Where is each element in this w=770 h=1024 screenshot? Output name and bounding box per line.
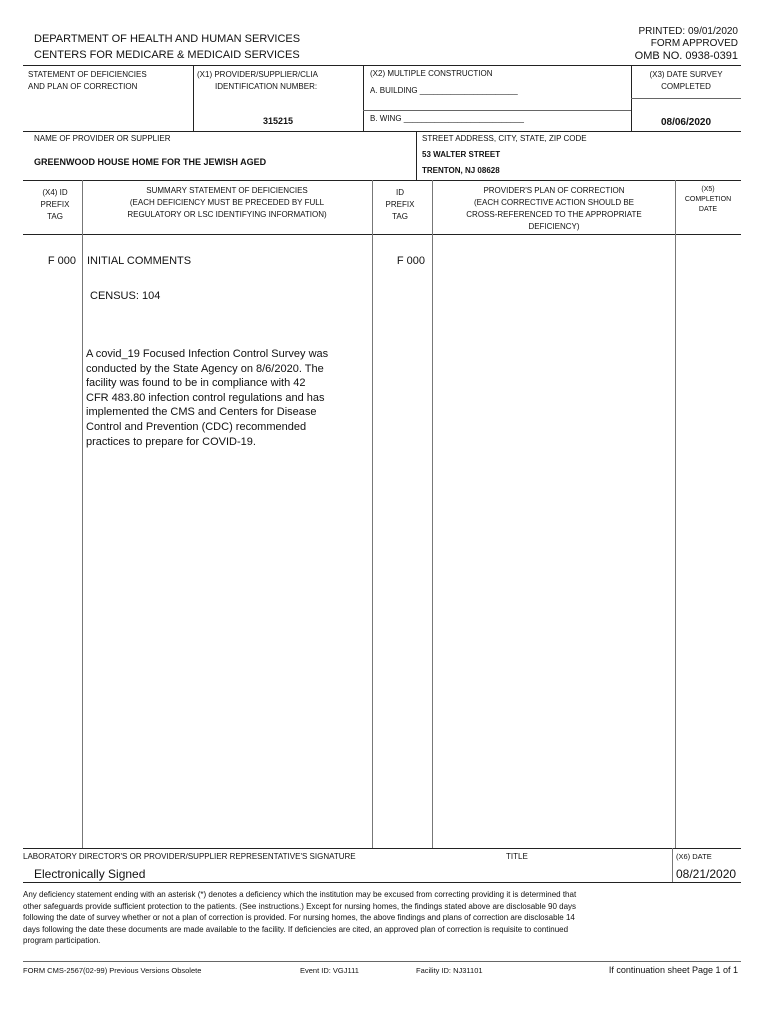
divider [363,110,631,111]
survey-completed-date: 08/06/2020 [660,117,712,128]
divider [416,131,417,180]
provider-name: GREENWOOD HOUSE HOME FOR THE JEWISH AGED [34,157,267,167]
divider [372,180,373,848]
department-title: DEPARTMENT OF HEALTH AND HUMAN SERVICES [34,33,301,45]
signature-label: LABORATORY DIRECTOR'S OR PROVIDER/SUPPLIER REPRESENTATIVE'S SIGNATURE [23,852,356,861]
id-prefix-header: ID PREFIX TAG [385,188,415,221]
plan-header: PROVIDER'S PLAN OF CORRECTION (EACH CORRECTIVE ACTION SHOULD BE CROSS-REFERENCED TO THE APPROPRIATE DEFICIENCY) [466,186,642,231]
summary-header: SUMMARY STATEMENT OF DEFICIENCIES (EACH DEFICIENCY MUST BE PRECEDED BY FULL REGULATORY OR LSC IDENTIFYING INFORMATION) [127,186,327,219]
x3-label: (X3) DATE SURVEY COMPLETED [649,70,723,91]
divider [672,848,673,882]
disclosure-notice: Any deficiency statement ending with an asterisk (*) denotes a deficiency which the institution may be excused from correcting providing it is determined that other safeguards provide sufficient protection to the patients. (See instructions.) Except for nursing homes, the findings stated above are disclosable 90 days following the date of survey whether or not a plan of correction is provided. For nursing homes, the above findings and plans of correction are disclosable 14 days following the date these documents are made available to the facility. If deficiencies are cited, an approved plan of correction is requisite to continued program participation. [23,890,577,946]
facility-id: Facility ID: NJ31101 [416,966,483,975]
form-number: FORM CMS-2567(02-99) Previous Versions Obsolete [23,966,202,975]
address-label: STREET ADDRESS, CITY, STATE, ZIP CODE [422,134,587,143]
census-text: CENSUS: 104 [90,290,161,302]
omb-number: OMB NO. 0938-0391 [634,50,738,62]
street-address: 53 WALTER STREET [422,150,501,159]
provider-name-label: NAME OF PROVIDER OR SUPPLIER [34,134,171,143]
x1-label: (X1) PROVIDER/SUPPLIER/CLIA IDENTIFICATION NUMBER: [197,70,318,91]
printed-date: PRINTED: 09/01/2020 [638,26,738,37]
rule [23,131,741,132]
form-approved: FORM APPROVED [650,38,738,49]
event-id: Event ID: VGJ111 [300,966,359,975]
x2-label: (X2) MULTIPLE CONSTRUCTION [370,69,493,78]
tag-prefix-right: F 000 [396,255,425,267]
top-rule [23,65,741,66]
building-field: A. BUILDING ______________________ [370,86,518,95]
divider [432,180,433,848]
rule [23,848,741,849]
divider [82,180,83,848]
divider [675,180,676,848]
rule [23,180,741,181]
footer-rule [23,961,741,962]
statement-label: STATEMENT OF DEFICIENCIES AND PLAN OF CORRECTION [28,70,147,91]
x4-header: (X4) ID PREFIX TAG [40,188,70,221]
entry-title: INITIAL COMMENTS [87,255,192,267]
divider [631,98,741,99]
rule [23,882,741,883]
rule [23,234,741,235]
signed-text: Electronically Signed [34,867,146,881]
tag-prefix-left: F 000 [47,255,76,267]
signature-date: 08/21/2020 [676,867,737,881]
divider [363,65,364,131]
provider-id-number: 315215 [262,116,294,126]
x6-date-label: (X6) DATE [676,852,712,861]
city-state-zip: TRENTON, NJ 08628 [422,166,500,175]
title-label: TITLE [506,852,528,861]
page-indicator: If continuation sheet Page 1 of 1 [608,965,738,975]
survey-paragraph: A covid_19 Focused Infection Control Survey was conducted by the State Agency on 8/6/2020. The facility was found to be in compliance with 42 CFR 483.80 infection control regulations and has implemented the CMS and Centers for Disease Control and Prevention (CDC) recommended practices to prepare for COVID-19. [86,348,329,448]
cms-title: CENTERS FOR MEDICARE & MEDICAID SERVICES [34,49,300,61]
x5-header: (X5) COMPLETION DATE [684,186,732,213]
wing-field: B. WING ___________________________ [370,114,524,123]
